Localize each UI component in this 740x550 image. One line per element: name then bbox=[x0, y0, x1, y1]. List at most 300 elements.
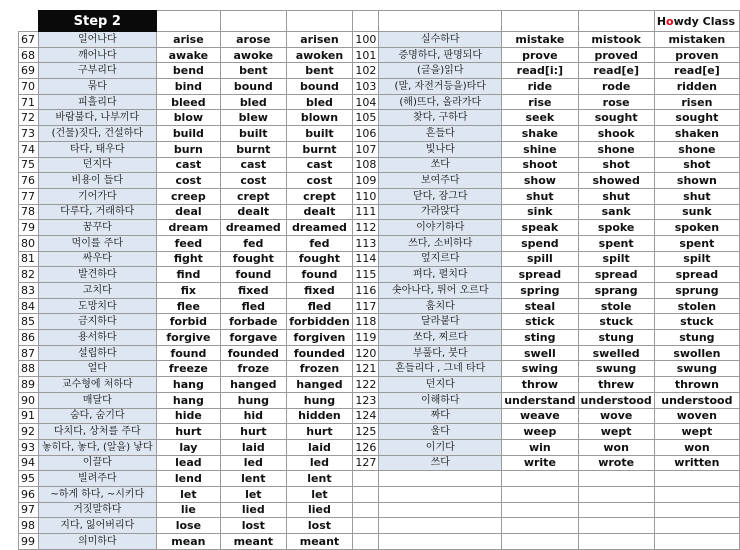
past-participle: bled bbox=[286, 94, 353, 110]
past-participle bbox=[654, 502, 739, 518]
row-number: 127 bbox=[353, 455, 379, 471]
korean-meaning: 도망치다 bbox=[38, 298, 156, 314]
past-participle: meant bbox=[286, 534, 353, 550]
korean-meaning: 달라붙다 bbox=[379, 314, 502, 330]
base-form: steal bbox=[502, 298, 578, 314]
korean-meaning: 비용이 들다 bbox=[38, 173, 156, 189]
korean-meaning: 흔들리다 , 그네 타다 bbox=[379, 361, 502, 377]
korean-meaning: 싸우다 bbox=[38, 251, 156, 267]
past-participle: written bbox=[654, 455, 739, 471]
row-number: 86 bbox=[19, 330, 39, 346]
table-row bbox=[19, 439, 740, 455]
table-row bbox=[19, 188, 740, 204]
base-form: fix bbox=[156, 283, 220, 299]
past-participle bbox=[654, 486, 739, 502]
base-form: creep bbox=[156, 188, 220, 204]
past-participle bbox=[654, 518, 739, 534]
past-form: hurt bbox=[221, 424, 286, 440]
row-number: 95 bbox=[19, 471, 39, 487]
table-row bbox=[19, 204, 740, 220]
korean-meaning: 부풀다, 붓다 bbox=[379, 345, 502, 361]
past-form: shone bbox=[578, 141, 654, 157]
base-form: seek bbox=[502, 110, 578, 126]
row-number: 122 bbox=[353, 377, 379, 393]
header-cell bbox=[286, 11, 353, 32]
past-participle: stolen bbox=[654, 298, 739, 314]
past-participle: hurt bbox=[286, 424, 353, 440]
base-form: mistake bbox=[502, 32, 578, 48]
korean-meaning: 던지다 bbox=[38, 157, 156, 173]
korean-meaning: 꿈꾸다 bbox=[38, 220, 156, 236]
table-row bbox=[19, 314, 740, 330]
base-form: show bbox=[502, 173, 578, 189]
table-row bbox=[19, 251, 740, 267]
step-label: Step 2 bbox=[38, 11, 156, 32]
past-participle: led bbox=[286, 455, 353, 471]
row-number: 114 bbox=[353, 251, 379, 267]
header-cell bbox=[353, 11, 379, 32]
base-form: spend bbox=[502, 235, 578, 251]
past-form: fled bbox=[221, 298, 286, 314]
base-form: freeze bbox=[156, 361, 220, 377]
past-form: shot bbox=[578, 157, 654, 173]
row-number bbox=[353, 518, 379, 534]
past-participle: hidden bbox=[286, 408, 353, 424]
past-form: bound bbox=[221, 79, 286, 95]
table-row bbox=[19, 534, 740, 550]
table-row bbox=[19, 361, 740, 377]
korean-meaning: 빛나다 bbox=[379, 141, 502, 157]
row-number: 77 bbox=[19, 188, 39, 204]
row-number: 89 bbox=[19, 377, 39, 393]
past-form: burnt bbox=[221, 141, 286, 157]
korean-meaning: 발견하다 bbox=[38, 267, 156, 283]
past-form: bent bbox=[221, 63, 286, 79]
past-participle: lost bbox=[286, 518, 353, 534]
past-participle: shown bbox=[654, 173, 739, 189]
past-participle: mistaken bbox=[654, 32, 739, 48]
past-participle: burnt bbox=[286, 141, 353, 157]
past-form: spent bbox=[578, 235, 654, 251]
korean-meaning: 이야기하다 bbox=[379, 220, 502, 236]
base-form: swell bbox=[502, 345, 578, 361]
row-number: 83 bbox=[19, 283, 39, 299]
past-participle: sought bbox=[654, 110, 739, 126]
past-form bbox=[578, 518, 654, 534]
table-row bbox=[19, 377, 740, 393]
past-participle: sprung bbox=[654, 283, 739, 299]
past-form: spread bbox=[578, 267, 654, 283]
past-participle: awoken bbox=[286, 47, 353, 63]
header-blank bbox=[19, 11, 39, 32]
past-participle: founded bbox=[286, 345, 353, 361]
korean-meaning: (해)뜨다, 올라가다 bbox=[379, 94, 502, 110]
korean-meaning: 쏘다 bbox=[379, 157, 502, 173]
row-number: 97 bbox=[19, 502, 39, 518]
korean-meaning: 보여주다 bbox=[379, 173, 502, 189]
table-row bbox=[19, 157, 740, 173]
base-form: fight bbox=[156, 251, 220, 267]
base-form: shine bbox=[502, 141, 578, 157]
past-participle: swollen bbox=[654, 345, 739, 361]
base-form: deal bbox=[156, 204, 220, 220]
base-form: speak bbox=[502, 220, 578, 236]
korean-meaning: 지다, 잃어버리다 bbox=[38, 518, 156, 534]
base-form: spill bbox=[502, 251, 578, 267]
past-participle: built bbox=[286, 126, 353, 142]
row-number: 121 bbox=[353, 361, 379, 377]
base-form: prove bbox=[502, 47, 578, 63]
row-number: 79 bbox=[19, 220, 39, 236]
row-number: 96 bbox=[19, 486, 39, 502]
past-form: fought bbox=[221, 251, 286, 267]
korean-meaning: 용서하다 bbox=[38, 330, 156, 346]
table-row bbox=[19, 94, 740, 110]
base-form: arise bbox=[156, 32, 220, 48]
base-form: read[i:] bbox=[502, 63, 578, 79]
past-form: wept bbox=[578, 424, 654, 440]
row-number bbox=[353, 502, 379, 518]
past-form: showed bbox=[578, 173, 654, 189]
past-participle: frozen bbox=[286, 361, 353, 377]
past-participle: dreamed bbox=[286, 220, 353, 236]
past-form: rose bbox=[578, 94, 654, 110]
row-number bbox=[353, 534, 379, 550]
past-participle: spread bbox=[654, 267, 739, 283]
korean-meaning: 엎지르다 bbox=[379, 251, 502, 267]
past-form: hanged bbox=[221, 377, 286, 393]
korean-meaning: 쓰다, 소비하다 bbox=[379, 235, 502, 251]
base-form: mean bbox=[156, 534, 220, 550]
korean-meaning: 다치다, 상처를 주다 bbox=[38, 424, 156, 440]
table-row bbox=[19, 471, 740, 487]
korean-meaning: 금지하다 bbox=[38, 314, 156, 330]
base-form: burn bbox=[156, 141, 220, 157]
row-number: 112 bbox=[353, 220, 379, 236]
korean-meaning: 의미하다 bbox=[38, 534, 156, 550]
korean-meaning bbox=[379, 518, 502, 534]
past-participle: hung bbox=[286, 392, 353, 408]
past-participle: risen bbox=[654, 94, 739, 110]
base-form: sting bbox=[502, 330, 578, 346]
base-form bbox=[502, 486, 578, 502]
base-form: weep bbox=[502, 424, 578, 440]
past-participle: laid bbox=[286, 439, 353, 455]
base-form: stick bbox=[502, 314, 578, 330]
korean-meaning: 교수형에 처하다 bbox=[38, 377, 156, 393]
korean-meaning: 실수하다 bbox=[379, 32, 502, 48]
past-participle: dealt bbox=[286, 204, 353, 220]
row-number: 69 bbox=[19, 63, 39, 79]
base-form: throw bbox=[502, 377, 578, 393]
past-participle: shaken bbox=[654, 126, 739, 142]
row-number: 70 bbox=[19, 79, 39, 95]
base-form: hurt bbox=[156, 424, 220, 440]
row-number: 109 bbox=[353, 173, 379, 189]
korean-meaning: (건물)짓다, 건설하다 bbox=[38, 126, 156, 142]
past-form: cast bbox=[221, 157, 286, 173]
korean-meaning: 이해하다 bbox=[379, 392, 502, 408]
past-form: sank bbox=[578, 204, 654, 220]
row-number: 85 bbox=[19, 314, 39, 330]
past-participle: won bbox=[654, 439, 739, 455]
korean-meaning: 빌려주다 bbox=[38, 471, 156, 487]
past-participle: bent bbox=[286, 63, 353, 79]
table-row bbox=[19, 330, 740, 346]
past-form: read[e] bbox=[578, 63, 654, 79]
row-number: 120 bbox=[353, 345, 379, 361]
past-form: stole bbox=[578, 298, 654, 314]
base-form: rise bbox=[502, 94, 578, 110]
table-row bbox=[19, 345, 740, 361]
base-form: lose bbox=[156, 518, 220, 534]
past-participle: cast bbox=[286, 157, 353, 173]
row-number: 82 bbox=[19, 267, 39, 283]
row-number: 116 bbox=[353, 283, 379, 299]
korean-meaning: 얼다 bbox=[38, 361, 156, 377]
base-form bbox=[502, 534, 578, 550]
row-number: 80 bbox=[19, 235, 39, 251]
korean-meaning: 묶다 bbox=[38, 79, 156, 95]
korean-meaning: 던지다 bbox=[379, 377, 502, 393]
base-form bbox=[502, 471, 578, 487]
korean-meaning: 설립하다 bbox=[38, 345, 156, 361]
row-number: 126 bbox=[353, 439, 379, 455]
past-form: sought bbox=[578, 110, 654, 126]
base-form: lie bbox=[156, 502, 220, 518]
table-row bbox=[19, 424, 740, 440]
past-participle: cost bbox=[286, 173, 353, 189]
past-form: crept bbox=[221, 188, 286, 204]
base-form: bleed bbox=[156, 94, 220, 110]
base-form: blow bbox=[156, 110, 220, 126]
row-number: 87 bbox=[19, 345, 39, 361]
past-participle: let bbox=[286, 486, 353, 502]
table-row bbox=[19, 220, 740, 236]
base-form: understand bbox=[502, 392, 578, 408]
past-participle: ridden bbox=[654, 79, 739, 95]
past-participle: fled bbox=[286, 298, 353, 314]
base-form: shut bbox=[502, 188, 578, 204]
past-form: froze bbox=[221, 361, 286, 377]
row-number: 98 bbox=[19, 518, 39, 534]
korean-meaning: (글을)읽다 bbox=[379, 63, 502, 79]
base-form: hide bbox=[156, 408, 220, 424]
row-number: 111 bbox=[353, 204, 379, 220]
korean-meaning bbox=[379, 534, 502, 550]
past-participle: shut bbox=[654, 188, 739, 204]
base-form: shake bbox=[502, 126, 578, 142]
row-number bbox=[353, 471, 379, 487]
base-form: bind bbox=[156, 79, 220, 95]
past-form: rode bbox=[578, 79, 654, 95]
korean-meaning: 쓰다 bbox=[379, 455, 502, 471]
row-number: 124 bbox=[353, 408, 379, 424]
base-form: hang bbox=[156, 377, 220, 393]
past-form: meant bbox=[221, 534, 286, 550]
past-participle: read[e] bbox=[654, 63, 739, 79]
korean-meaning: 펴다, 펼치다 bbox=[379, 267, 502, 283]
row-number: 113 bbox=[353, 235, 379, 251]
header-cell bbox=[502, 11, 578, 32]
past-participle bbox=[654, 471, 739, 487]
korean-meaning bbox=[379, 471, 502, 487]
base-form: find bbox=[156, 267, 220, 283]
korean-meaning: 먹이를 주다 bbox=[38, 235, 156, 251]
base-form: lend bbox=[156, 471, 220, 487]
row-number: 105 bbox=[353, 110, 379, 126]
korean-meaning: ~하게 하다, ~시키다 bbox=[38, 486, 156, 502]
past-form: blew bbox=[221, 110, 286, 126]
past-participle: spoken bbox=[654, 220, 739, 236]
korean-meaning: 고치다 bbox=[38, 283, 156, 299]
korean-meaning: 쏘다, 찌르다 bbox=[379, 330, 502, 346]
korean-meaning: 일어나다 bbox=[38, 32, 156, 48]
base-form bbox=[502, 518, 578, 534]
korean-meaning: 훔치다 bbox=[379, 298, 502, 314]
base-form: win bbox=[502, 439, 578, 455]
past-participle: wept bbox=[654, 424, 739, 440]
past-form: let bbox=[221, 486, 286, 502]
row-number: 102 bbox=[353, 63, 379, 79]
past-participle: woven bbox=[654, 408, 739, 424]
table-row bbox=[19, 173, 740, 189]
past-form: arose bbox=[221, 32, 286, 48]
base-form: cost bbox=[156, 173, 220, 189]
row-number: 101 bbox=[353, 47, 379, 63]
past-participle: forgiven bbox=[286, 330, 353, 346]
past-participle: stuck bbox=[654, 314, 739, 330]
base-form: feed bbox=[156, 235, 220, 251]
past-participle: shot bbox=[654, 157, 739, 173]
table-row bbox=[19, 408, 740, 424]
past-form: fixed bbox=[221, 283, 286, 299]
row-number: 71 bbox=[19, 94, 39, 110]
row-number: 119 bbox=[353, 330, 379, 346]
past-participle: crept bbox=[286, 188, 353, 204]
past-form: built bbox=[221, 126, 286, 142]
korean-meaning: 솟아나다, 튀어 오르다 bbox=[379, 283, 502, 299]
past-form: proved bbox=[578, 47, 654, 63]
korean-meaning: 바람불다, 나부끼다 bbox=[38, 110, 156, 126]
korean-meaning: 매달다 bbox=[38, 392, 156, 408]
past-form bbox=[578, 471, 654, 487]
row-number: 99 bbox=[19, 534, 39, 550]
past-form: lost bbox=[221, 518, 286, 534]
past-form: bled bbox=[221, 94, 286, 110]
row-number: 75 bbox=[19, 157, 39, 173]
past-participle: fixed bbox=[286, 283, 353, 299]
row-number: 78 bbox=[19, 204, 39, 220]
brand-logo: Howdy Class bbox=[654, 11, 739, 32]
past-form: wove bbox=[578, 408, 654, 424]
base-form: hang bbox=[156, 392, 220, 408]
row-number: 107 bbox=[353, 141, 379, 157]
base-form: swing bbox=[502, 361, 578, 377]
past-form: led bbox=[221, 455, 286, 471]
past-form: dreamed bbox=[221, 220, 286, 236]
past-form: hid bbox=[221, 408, 286, 424]
base-form: found bbox=[156, 345, 220, 361]
base-form: shoot bbox=[502, 157, 578, 173]
past-form: swelled bbox=[578, 345, 654, 361]
row-number: 76 bbox=[19, 173, 39, 189]
row-number: 68 bbox=[19, 47, 39, 63]
korean-meaning: 흔들다 bbox=[379, 126, 502, 142]
past-form: laid bbox=[221, 439, 286, 455]
verb-table bbox=[18, 10, 740, 550]
past-participle: arisen bbox=[286, 32, 353, 48]
past-form bbox=[578, 534, 654, 550]
table-row bbox=[19, 235, 740, 251]
past-form: forbade bbox=[221, 314, 286, 330]
row-number: 103 bbox=[353, 79, 379, 95]
row-number: 117 bbox=[353, 298, 379, 314]
row-number: 88 bbox=[19, 361, 39, 377]
base-form: awake bbox=[156, 47, 220, 63]
korean-meaning: 이끌다 bbox=[38, 455, 156, 471]
past-participle: lied bbox=[286, 502, 353, 518]
past-form bbox=[578, 502, 654, 518]
row-number: 106 bbox=[353, 126, 379, 142]
base-form: sink bbox=[502, 204, 578, 220]
past-form: cost bbox=[221, 173, 286, 189]
korean-meaning: 이기다 bbox=[379, 439, 502, 455]
past-participle: fought bbox=[286, 251, 353, 267]
table-row bbox=[19, 79, 740, 95]
past-participle: bound bbox=[286, 79, 353, 95]
past-form: lied bbox=[221, 502, 286, 518]
row-number: 123 bbox=[353, 392, 379, 408]
row-number: 100 bbox=[353, 32, 379, 48]
past-participle: thrown bbox=[654, 377, 739, 393]
past-participle: stung bbox=[654, 330, 739, 346]
row-number: 84 bbox=[19, 298, 39, 314]
base-form: bend bbox=[156, 63, 220, 79]
past-form: swung bbox=[578, 361, 654, 377]
past-form: wrote bbox=[578, 455, 654, 471]
past-form: stuck bbox=[578, 314, 654, 330]
table-row bbox=[19, 141, 740, 157]
base-form: forgive bbox=[156, 330, 220, 346]
past-form: threw bbox=[578, 377, 654, 393]
past-form: forgave bbox=[221, 330, 286, 346]
base-form: cast bbox=[156, 157, 220, 173]
past-form: hung bbox=[221, 392, 286, 408]
row-number: 118 bbox=[353, 314, 379, 330]
past-form: sprang bbox=[578, 283, 654, 299]
table-row bbox=[19, 486, 740, 502]
korean-meaning: 닫다, 잠그다 bbox=[379, 188, 502, 204]
past-participle: spilt bbox=[654, 251, 739, 267]
past-participle: lent bbox=[286, 471, 353, 487]
past-participle: spent bbox=[654, 235, 739, 251]
header-cell bbox=[578, 11, 654, 32]
korean-meaning: 찾다, 구하다 bbox=[379, 110, 502, 126]
korean-meaning: 가라앉다 bbox=[379, 204, 502, 220]
past-participle: proven bbox=[654, 47, 739, 63]
header-row bbox=[19, 11, 740, 32]
header-cell bbox=[221, 11, 286, 32]
table-row bbox=[19, 283, 740, 299]
korean-meaning: 숨다, 숨기다 bbox=[38, 408, 156, 424]
korean-meaning: 놓히다, 놓다, (알을) 낳다 bbox=[38, 439, 156, 455]
table-row bbox=[19, 518, 740, 534]
past-form: spoke bbox=[578, 220, 654, 236]
row-number: 74 bbox=[19, 141, 39, 157]
row-number: 125 bbox=[353, 424, 379, 440]
base-form: spring bbox=[502, 283, 578, 299]
